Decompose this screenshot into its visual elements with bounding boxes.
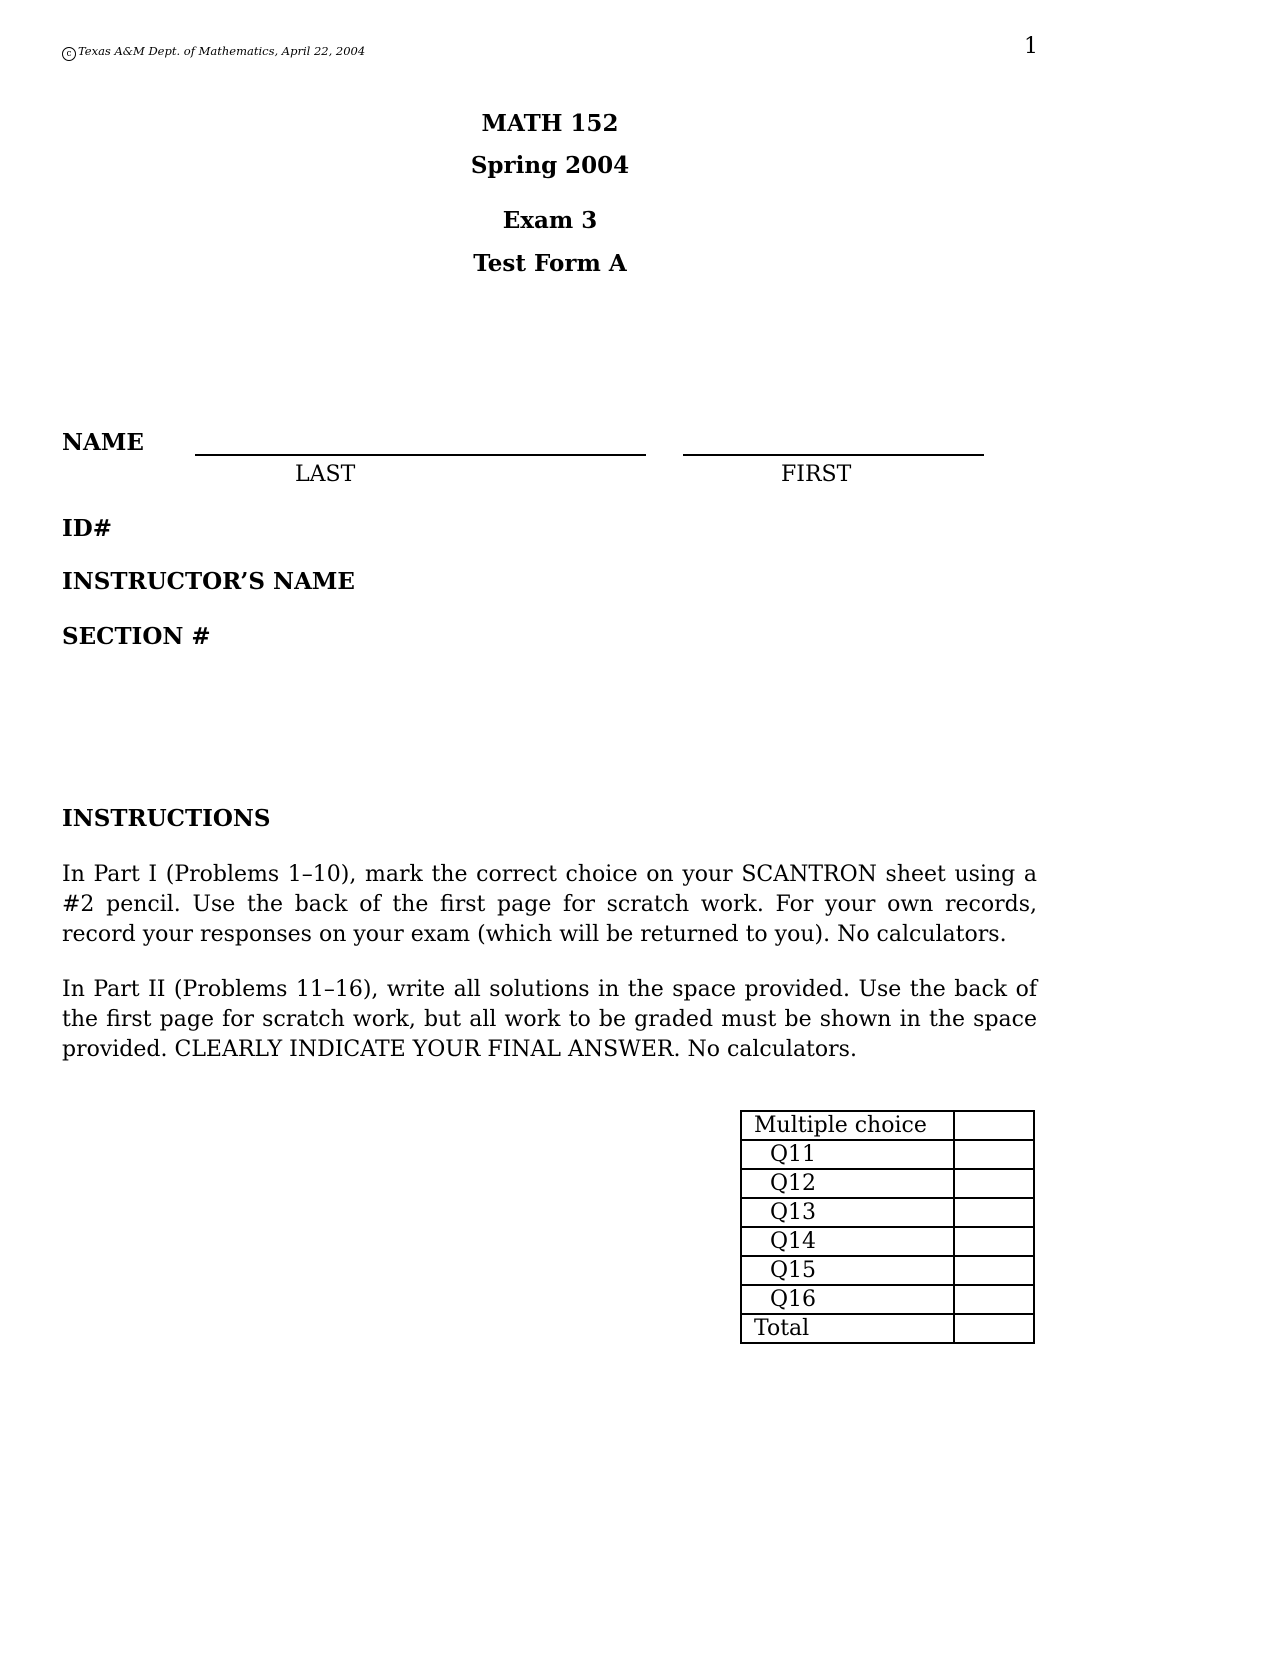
score-row-label: Q12: [741, 1169, 954, 1198]
test-form-title: Test Form A: [473, 250, 627, 277]
score-cell: [954, 1140, 1034, 1169]
score-table: [740, 1110, 1035, 1344]
score-row-label: Q13: [741, 1198, 954, 1227]
copyright-text: Texas A&M Dept. of Mathematics, April 22, 2004: [78, 44, 366, 58]
page-number: 1: [1024, 34, 1038, 59]
table-row: [741, 1198, 1034, 1227]
first-name-caption: FIRST: [781, 462, 852, 487]
score-row-label: Multiple choice: [741, 1111, 954, 1140]
score-cell: [954, 1111, 1034, 1140]
score-row-label: Q11: [741, 1140, 954, 1169]
score-row-label: Total: [741, 1314, 954, 1343]
table-row: [741, 1169, 1034, 1198]
table-row: [741, 1256, 1034, 1285]
score-cell: [954, 1314, 1034, 1343]
score-cell: [954, 1285, 1034, 1314]
copyright-icon: c: [62, 47, 76, 61]
instructor-name-label: INSTRUCTOR’S NAME: [62, 568, 355, 595]
table-row: [741, 1314, 1034, 1343]
score-row-label: Q14: [741, 1227, 954, 1256]
term-title: Spring 2004: [470, 152, 630, 179]
exam-title: Exam 3: [502, 207, 598, 234]
score-cell: [954, 1198, 1034, 1227]
score-row-label: Q15: [741, 1256, 954, 1285]
score-cell: [954, 1169, 1034, 1198]
instructions-part1: In Part I (Problems 1–10), mark the correct choice on your SCANTRON sheet using a #2 pencil. Use the back of the first page for scratch work. For your own records, record your responses on your exam (which will be returned to you). No calculators.: [62, 862, 1037, 947]
table-row: [741, 1285, 1034, 1314]
copyright-notice: [62, 44, 365, 61]
name-label: NAME: [62, 429, 144, 456]
instructions-part2: In Part II (Problems 11–16), write all solutions in the space provided. Use the back of the first page for scratch work, but all work to be graded must be shown in the space provided. CLEARLY INDICATE YOUR FINAL ANSWER. No calculators.: [62, 977, 1037, 1062]
table-row: [741, 1140, 1034, 1169]
score-cell: [954, 1256, 1034, 1285]
section-label: SECTION #: [62, 623, 211, 650]
score-cell: [954, 1227, 1034, 1256]
table-row: [741, 1227, 1034, 1256]
last-name-caption: LAST: [295, 462, 356, 487]
first-name-blank[interactable]: [683, 454, 984, 456]
id-label: ID#: [62, 515, 112, 542]
last-name-blank[interactable]: [195, 454, 646, 456]
instructions-heading: INSTRUCTIONS: [62, 805, 271, 832]
score-row-label: Q16: [741, 1285, 954, 1314]
course-title: MATH 152: [481, 110, 619, 137]
table-row: [741, 1111, 1034, 1140]
